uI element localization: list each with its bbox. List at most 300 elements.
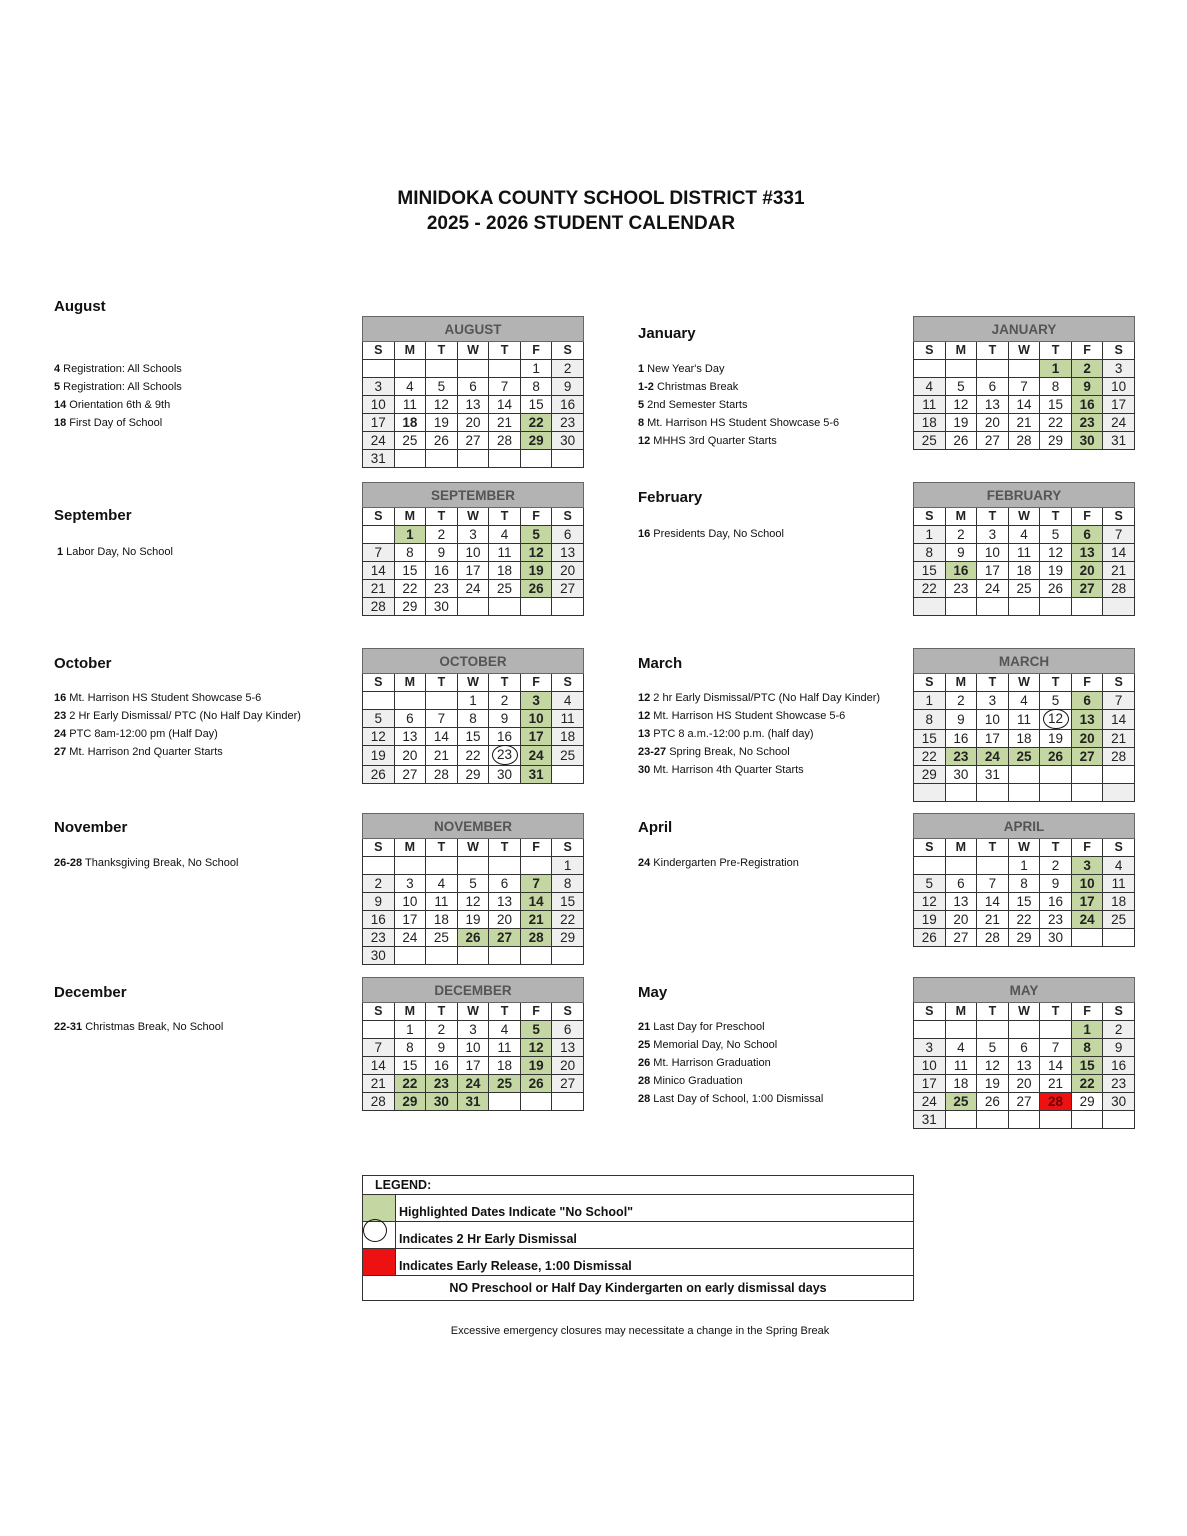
empty-cell (977, 857, 1009, 875)
day-cell: 20 (489, 911, 521, 929)
weekday-header: T (489, 839, 521, 857)
day-cell: 7 (363, 1039, 395, 1057)
day-cell: 4 (1008, 526, 1040, 544)
day-cell: 27 (457, 432, 489, 450)
empty-cell (1103, 598, 1135, 616)
day-cell: 18 (1103, 893, 1135, 911)
district-title: MINIDOKA COUNTY SCHOOL DISTRICT #331 (397, 188, 805, 209)
day-cell: 30 (1071, 432, 1103, 450)
empty-cell (1071, 784, 1103, 802)
weekday-header: S (914, 674, 946, 692)
section-heading-january: January (638, 325, 696, 342)
weekday-header: T (426, 839, 458, 857)
weekday-header: W (457, 1003, 489, 1021)
day-cell: 30 (489, 766, 521, 784)
weekday-header: W (1008, 674, 1040, 692)
day-cell: 20 (945, 911, 977, 929)
day-cell: 8 (552, 875, 584, 893)
legend-item-early-release: Indicates Early Release, 1:00 Dismissal (396, 1249, 914, 1276)
empty-cell (1040, 1111, 1072, 1129)
event-item (638, 689, 880, 707)
day-cell: 14 (520, 893, 552, 911)
weekday-header: T (489, 1003, 521, 1021)
empty-cell (520, 1093, 552, 1111)
day-cell: 30 (552, 432, 584, 450)
day-cell: 7 (489, 378, 521, 396)
empty-cell (1071, 929, 1103, 947)
day-cell: 2 (426, 1021, 458, 1039)
day-cell: 26 (363, 766, 395, 784)
day-cell: 27 (1071, 748, 1103, 766)
event-text: Minico Graduation (650, 1075, 743, 1087)
day-cell: 23 (426, 1075, 458, 1093)
empty-cell (457, 360, 489, 378)
day-cell: 14 (1103, 710, 1135, 730)
day-cell: 20 (394, 746, 426, 766)
weekday-header: T (1040, 1003, 1072, 1021)
day-cell: 23 (1040, 911, 1072, 929)
day-cell: 2 (1040, 857, 1072, 875)
page-title (0, 186, 1187, 236)
day-cell: 8 (1071, 1039, 1103, 1057)
day-cell: 22 (394, 1075, 426, 1093)
day-cell: 18 (1008, 730, 1040, 748)
day-cell: 13 (552, 1039, 584, 1057)
day-cell: 4 (426, 875, 458, 893)
event-item (54, 743, 301, 761)
day-cell: 25 (1008, 580, 1040, 598)
day-cell: 21 (489, 414, 521, 432)
day-cell: 10 (1103, 378, 1135, 396)
day-cell: 7 (1008, 378, 1040, 396)
weekday-header: F (1071, 839, 1103, 857)
day-cell: 9 (426, 1039, 458, 1057)
day-cell: 14 (426, 728, 458, 746)
weekday-header: W (1008, 342, 1040, 360)
event-item (638, 1018, 823, 1036)
day-cell: 9 (945, 544, 977, 562)
empty-cell (426, 692, 458, 710)
day-cell: 23 (945, 748, 977, 766)
weekday-header: T (1040, 508, 1072, 526)
weekday-header: T (977, 674, 1009, 692)
day-cell: 31 (457, 1093, 489, 1111)
weekday-header: T (1040, 674, 1072, 692)
event-date: 28 (638, 1093, 651, 1105)
day-cell: 16 (363, 911, 395, 929)
empty-cell (945, 1021, 977, 1039)
day-cell: 2 (552, 360, 584, 378)
day-cell: 1 (1008, 857, 1040, 875)
day-cell: 22 (914, 580, 946, 598)
events-december (54, 1018, 223, 1036)
calendar-april (913, 813, 1135, 947)
day-cell: 18 (489, 562, 521, 580)
day-cell: 4 (945, 1039, 977, 1057)
event-item (638, 432, 839, 450)
event-text: 2 hr Early Dismissal/PTC (No Half Day Kinder) (650, 692, 881, 704)
day-cell: 1 (552, 857, 584, 875)
empty-cell (552, 598, 584, 616)
day-cell: 14 (977, 893, 1009, 911)
day-cell: 23 (1071, 414, 1103, 432)
day-cell: 1 (914, 526, 946, 544)
early-dismissal-circle-icon (363, 1222, 396, 1249)
event-date: 1 (638, 363, 645, 375)
day-cell: 24 (977, 580, 1009, 598)
empty-cell (363, 1021, 395, 1039)
weekday-header: T (489, 674, 521, 692)
day-cell: 7 (1040, 1039, 1072, 1057)
day-cell: 29 (394, 598, 426, 616)
weekday-header: M (945, 1003, 977, 1021)
event-item (638, 1090, 823, 1108)
day-cell: 24 (1071, 911, 1103, 929)
day-cell: 8 (394, 1039, 426, 1057)
day-cell: 2 (426, 526, 458, 544)
empty-cell (1008, 784, 1040, 802)
day-cell: 27 (552, 580, 584, 598)
day-cell: 20 (977, 414, 1009, 432)
event-text: Mt. Harrison HS Student Showcase 5-6 (644, 417, 840, 429)
day-cell: 30 (426, 1093, 458, 1111)
day-cell: 9 (552, 378, 584, 396)
empty-cell (1040, 766, 1072, 784)
day-cell: 12 (457, 893, 489, 911)
event-date: 1 (57, 546, 64, 558)
weekday-header: W (1008, 508, 1040, 526)
event-item (54, 1018, 223, 1036)
day-cell: 29 (1071, 1093, 1103, 1111)
event-date: 28 (638, 1075, 651, 1087)
event-date: 24 (638, 857, 651, 869)
day-cell: 1 (394, 526, 426, 544)
day-cell: 19 (914, 911, 946, 929)
events-may (638, 1018, 823, 1108)
day-cell: 21 (977, 911, 1009, 929)
day-cell: 11 (1008, 710, 1040, 730)
day-cell: 3 (363, 378, 395, 396)
event-date: 22-31 (54, 1021, 83, 1033)
calendar-february (913, 482, 1135, 616)
day-cell: 31 (977, 766, 1009, 784)
day-cell: 24 (363, 432, 395, 450)
day-cell: 21 (520, 911, 552, 929)
weekday-header: T (977, 1003, 1009, 1021)
day-cell: 29 (1008, 929, 1040, 947)
event-date: 5 (54, 381, 61, 393)
day-cell: 27 (489, 929, 521, 947)
day-cell: 6 (1071, 692, 1103, 710)
day-cell: 27 (977, 432, 1009, 450)
events-march (638, 689, 880, 779)
event-text: MHHS 3rd Quarter Starts (650, 435, 777, 447)
event-date: 5 (638, 399, 645, 411)
day-cell: 29 (394, 1093, 426, 1111)
day-cell: 24 (394, 929, 426, 947)
day-cell: 20 (1008, 1075, 1040, 1093)
empty-cell (914, 598, 946, 616)
day-cell: 29 (914, 766, 946, 784)
day-cell: 12 (945, 396, 977, 414)
day-cell: 9 (945, 710, 977, 730)
day-cell: 31 (1103, 432, 1135, 450)
day-cell: 11 (489, 544, 521, 562)
day-cell: 12 (520, 1039, 552, 1057)
event-date: 13 (638, 728, 651, 740)
calendar-october (362, 648, 584, 784)
empty-cell (489, 598, 521, 616)
month-header: FEBRUARY (914, 483, 1135, 508)
empty-cell (552, 766, 584, 784)
empty-cell (1103, 929, 1135, 947)
day-cell: 20 (552, 562, 584, 580)
day-cell: 16 (489, 728, 521, 746)
empty-cell (394, 360, 426, 378)
day-cell: 11 (394, 396, 426, 414)
events-november (54, 854, 238, 872)
day-cell: 19 (426, 414, 458, 432)
event-text: First Day of School (66, 417, 163, 429)
day-cell: 20 (1071, 730, 1103, 748)
calendar-march (913, 648, 1135, 802)
day-cell: 15 (394, 1057, 426, 1075)
day-cell: 9 (489, 710, 521, 728)
weekday-header: M (394, 1003, 426, 1021)
day-cell: 27 (1071, 580, 1103, 598)
events-april (638, 854, 799, 872)
day-cell: 13 (1008, 1057, 1040, 1075)
empty-cell (520, 450, 552, 468)
month-header: AUGUST (363, 317, 584, 342)
day-cell: 26 (1040, 748, 1072, 766)
day-cell: 16 (945, 730, 977, 748)
day-cell: 4 (1008, 692, 1040, 710)
day-cell: 29 (1040, 432, 1072, 450)
weekday-header: S (914, 508, 946, 526)
day-cell: 9 (426, 544, 458, 562)
empty-cell (945, 857, 977, 875)
day-cell: 13 (1071, 544, 1103, 562)
day-cell: 15 (520, 396, 552, 414)
day-cell: 6 (945, 875, 977, 893)
weekday-header: S (552, 1003, 584, 1021)
event-date: 14 (54, 399, 67, 411)
day-cell: 4 (914, 378, 946, 396)
empty-cell (1071, 766, 1103, 784)
event-item (638, 707, 880, 725)
day-cell: 2 (1103, 1021, 1135, 1039)
weekday-header: W (457, 839, 489, 857)
day-cell: 12 (363, 728, 395, 746)
event-item (54, 725, 301, 743)
event-item (54, 414, 182, 432)
day-cell: 17 (457, 562, 489, 580)
day-cell: 24 (520, 746, 552, 766)
day-cell: 6 (977, 378, 1009, 396)
empty-cell (914, 784, 946, 802)
events-february (638, 525, 784, 543)
event-text: Labor Day, No School (63, 546, 173, 558)
day-cell: 15 (457, 728, 489, 746)
day-cell: 15 (1008, 893, 1040, 911)
day-cell: 17 (457, 1057, 489, 1075)
day-cell: 10 (977, 710, 1009, 730)
day-cell: 12 (1040, 544, 1072, 562)
day-cell: 1 (520, 360, 552, 378)
weekday-header: F (1071, 1003, 1103, 1021)
empty-cell (945, 784, 977, 802)
weekday-header: S (552, 839, 584, 857)
day-cell: 19 (363, 746, 395, 766)
day-cell: 27 (1008, 1093, 1040, 1111)
day-cell: 18 (489, 1057, 521, 1075)
calendar-january (913, 316, 1135, 450)
weekday-header: W (457, 508, 489, 526)
day-cell: 5 (914, 875, 946, 893)
weekday-header: T (426, 674, 458, 692)
day-cell: 20 (552, 1057, 584, 1075)
weekday-header: S (552, 342, 584, 360)
weekday-header: S (363, 674, 395, 692)
day-cell: 19 (1040, 730, 1072, 748)
day-cell: 26 (914, 929, 946, 947)
day-cell: 30 (1040, 929, 1072, 947)
day-cell: 15 (394, 562, 426, 580)
day-cell: 22 (1040, 414, 1072, 432)
empty-cell (426, 857, 458, 875)
event-date: 26 (638, 1057, 651, 1069)
event-date: 21 (638, 1021, 651, 1033)
day-cell: 10 (914, 1057, 946, 1075)
day-cell: 1 (1071, 1021, 1103, 1039)
event-text: Mt. Harrison Graduation (650, 1057, 771, 1069)
weekday-header: S (1103, 342, 1135, 360)
event-date: 27 (54, 746, 67, 758)
empty-cell (1040, 598, 1072, 616)
weekday-header: T (489, 508, 521, 526)
event-item (638, 725, 880, 743)
day-cell: 28 (1103, 748, 1135, 766)
empty-cell (1103, 1111, 1135, 1129)
day-cell: 12 (426, 396, 458, 414)
day-cell: 5 (977, 1039, 1009, 1057)
day-cell: 11 (552, 710, 584, 728)
day-cell: 7 (1103, 692, 1135, 710)
weekday-header: S (914, 839, 946, 857)
day-cell: 5 (426, 378, 458, 396)
day-cell: 5 (520, 526, 552, 544)
day-cell: 1 (394, 1021, 426, 1039)
day-cell: 16 (1103, 1057, 1135, 1075)
event-date: 1-2 (638, 381, 654, 393)
section-heading-august: August (54, 298, 106, 315)
day-cell: 21 (1008, 414, 1040, 432)
day-cell: 21 (1040, 1075, 1072, 1093)
empty-cell (552, 947, 584, 965)
day-cell: 25 (489, 580, 521, 598)
weekday-header: S (363, 508, 395, 526)
day-cell: 19 (1040, 562, 1072, 580)
day-cell: 16 (945, 562, 977, 580)
weekday-header: F (520, 342, 552, 360)
section-heading-december: December (54, 984, 127, 1001)
day-cell: 4 (552, 692, 584, 710)
weekday-header: M (394, 342, 426, 360)
day-cell: 23 (945, 580, 977, 598)
early-dismissal-circle-icon: 23 (492, 745, 518, 765)
day-cell: 29 (457, 766, 489, 784)
day-cell: 28 (1040, 1093, 1072, 1111)
day-cell: 10 (977, 544, 1009, 562)
day-cell: 26 (520, 1075, 552, 1093)
day-cell: 6 (1071, 526, 1103, 544)
empty-cell (489, 857, 521, 875)
legend-item-early-dismissal: Indicates 2 Hr Early Dismissal (396, 1222, 914, 1249)
day-cell: 11 (426, 893, 458, 911)
day-cell: 15 (914, 730, 946, 748)
event-date: 12 (638, 692, 651, 704)
empty-cell (457, 598, 489, 616)
day-cell: 14 (1008, 396, 1040, 414)
weekday-header: M (394, 674, 426, 692)
empty-cell (552, 1093, 584, 1111)
day-cell: 13 (489, 893, 521, 911)
event-text: Mt. Harrison HS Student Showcase 5-6 (650, 710, 846, 722)
events-october (54, 689, 301, 761)
section-heading-may: May (638, 984, 668, 1001)
weekday-header: T (977, 342, 1009, 360)
event-date: 30 (638, 764, 651, 776)
day-cell: 2 (945, 692, 977, 710)
day-cell: 21 (363, 1075, 395, 1093)
day-cell: 23 (552, 414, 584, 432)
empty-cell (363, 360, 395, 378)
day-cell: 8 (1040, 378, 1072, 396)
day-cell: 18 (945, 1075, 977, 1093)
day-cell: 22 (457, 746, 489, 766)
event-item (54, 360, 182, 378)
month-header: SEPTEMBER (363, 483, 584, 508)
day-cell: 16 (1040, 893, 1072, 911)
weekday-header: F (520, 839, 552, 857)
event-item (638, 396, 839, 414)
day-cell: 17 (977, 730, 1009, 748)
event-text: Kindergarten Pre-Registration (650, 857, 799, 869)
month-header: DECEMBER (363, 978, 584, 1003)
day-cell: 6 (457, 378, 489, 396)
empty-cell (489, 360, 521, 378)
day-cell: 28 (520, 929, 552, 947)
day-cell: 3 (914, 1039, 946, 1057)
day-cell: 28 (1008, 432, 1040, 450)
empty-cell (1103, 784, 1135, 802)
day-cell: 3 (520, 692, 552, 710)
day-cell: 26 (977, 1093, 1009, 1111)
day-cell: 1 (914, 692, 946, 710)
weekday-header: S (363, 342, 395, 360)
day-cell: 2 (489, 692, 521, 710)
event-text: Mt. Harrison HS Student Showcase 5-6 (66, 692, 262, 704)
event-text: Orientation 6th & 9th (66, 399, 171, 411)
day-cell: 22 (552, 911, 584, 929)
day-cell: 3 (977, 526, 1009, 544)
day-cell: 3 (1071, 857, 1103, 875)
day-cell: 5 (1040, 526, 1072, 544)
day-cell: 11 (914, 396, 946, 414)
weekday-header: T (489, 342, 521, 360)
event-date: 24 (54, 728, 67, 740)
